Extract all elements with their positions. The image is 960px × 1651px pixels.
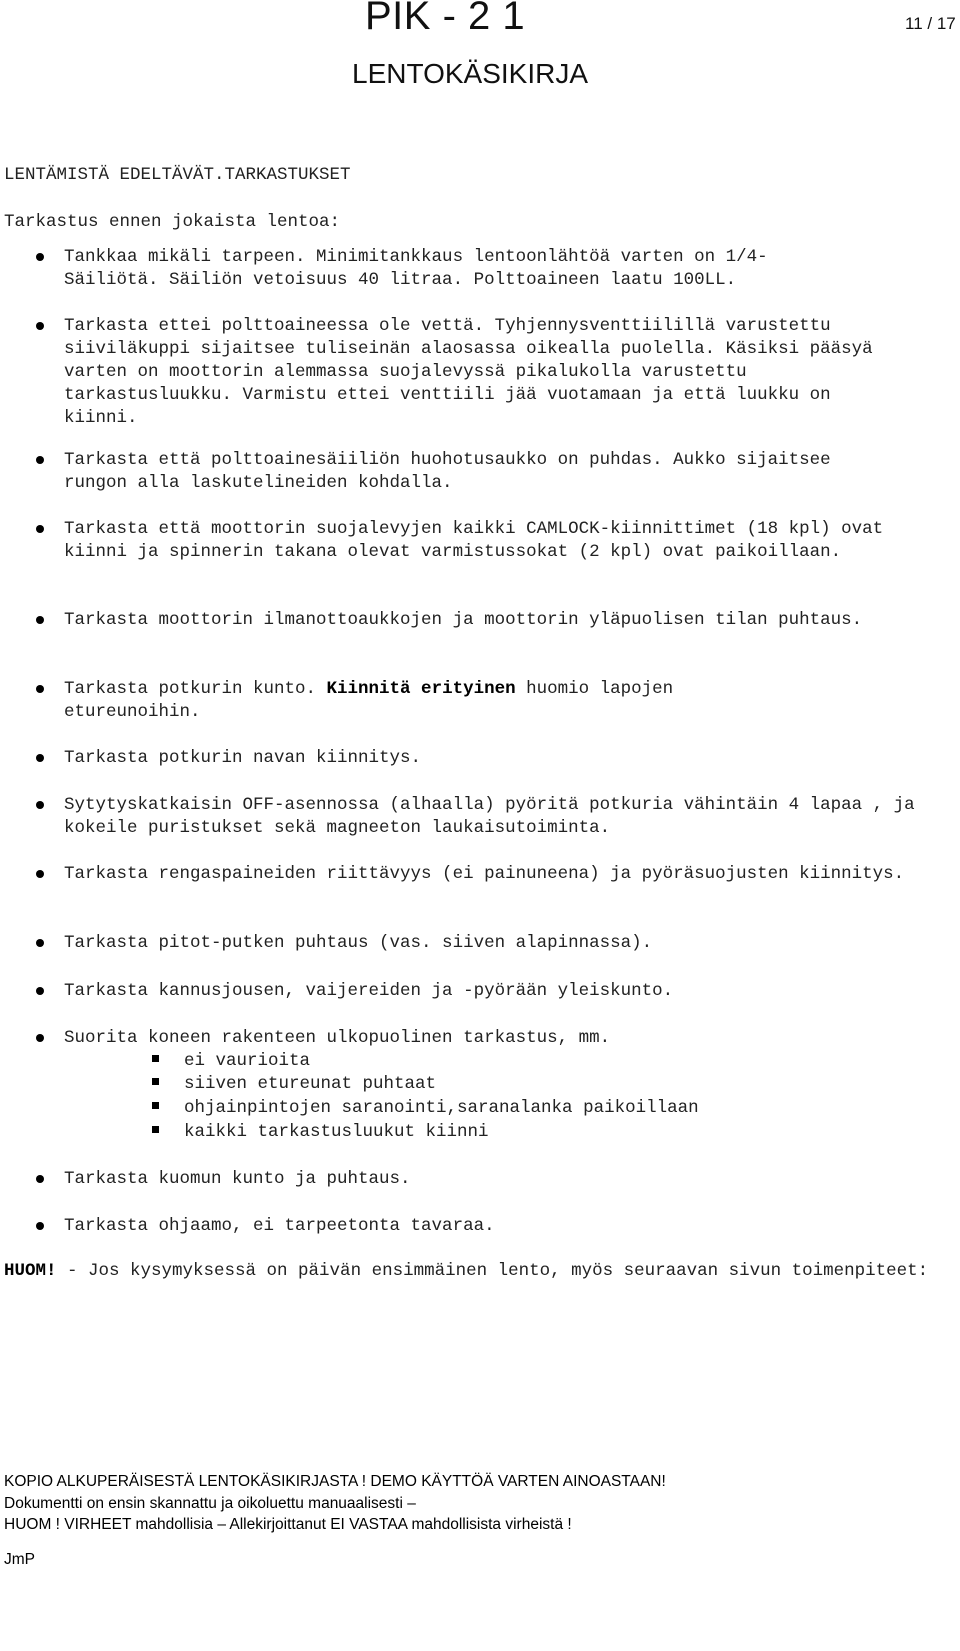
bullet-icon xyxy=(36,1222,44,1230)
checklist-item-text: Tarkasta kuomun kunto ja puhtaus. xyxy=(64,1169,411,1189)
structure-subitem-text: kaikki tarkastusluukut kiinni xyxy=(184,1122,489,1142)
checklist-item-text: Tarkasta potkurin navan kiinnitys. xyxy=(64,748,422,768)
bullet-icon xyxy=(36,322,44,330)
bullet-icon xyxy=(36,801,44,809)
bullet-icon xyxy=(36,987,44,995)
checklist-item xyxy=(0,1027,940,1050)
structure-subitem xyxy=(152,1097,699,1120)
bullet-icon xyxy=(36,939,44,947)
structure-subitem xyxy=(152,1073,436,1096)
checklist-item-text: Suorita koneen rakenteen ulkopuolinen tarkastus, mm. xyxy=(64,1028,611,1048)
checklist-item xyxy=(0,863,940,886)
structure-subitem xyxy=(152,1050,310,1073)
intro-line: Tarkastus ennen jokaista lentoa: xyxy=(4,212,341,232)
square-bullet-icon xyxy=(152,1078,159,1085)
bullet-icon xyxy=(36,1034,44,1042)
bullet-icon xyxy=(36,685,44,693)
checklist-item-text: Tarkasta ohjaamo, ei tarpeetonta tavaraa. xyxy=(64,1216,495,1236)
bullet-icon xyxy=(36,616,44,624)
checklist-item-text: Tarkasta ettei polttoaineessa ole vettä. Tyhjennysventtiilillä varustettu siiviläkuppi sijaitsee tuliseinän alaosassa oikealla puolella. Käsiksi pääsyä varten on moottorin alemmassa suojalevyssä pikalukolla varustettu tarkastusluukku. Varmistu ettei venttiili jää vuotamaan ja että luukku on kiinni. xyxy=(64,316,873,428)
bullet-icon xyxy=(36,525,44,533)
checklist-item-text xyxy=(64,678,814,724)
bullet-icon xyxy=(36,754,44,762)
manual-title: LENTOKÄSIKIRJA xyxy=(352,58,589,89)
bullet-icon xyxy=(36,456,44,464)
bullet-icon xyxy=(36,1175,44,1183)
checklist-item xyxy=(0,1215,940,1238)
checklist-item xyxy=(0,518,940,564)
footer-line-1: KOPIO ALKUPERÄISESTÄ LENTOKÄSIKIRJASTA ! DEMO KÄYTTÖÄ VARTEN AINOASTAAN! xyxy=(4,1473,666,1490)
structure-subitem-text: ei vaurioita xyxy=(184,1051,311,1071)
square-bullet-icon xyxy=(152,1126,159,1133)
footer-initials: JmP xyxy=(4,1551,35,1568)
note-text: - Jos kysymyksessä on päivän ensimmäinen lento, myös seuraavan sivun toimenpiteet: xyxy=(56,1261,929,1281)
checklist-item-text: Tarkasta rengaspaineiden riittävyys (ei painuneena) ja pyöräsuojusten kiinnitys. xyxy=(64,864,905,884)
checklist-item xyxy=(0,747,940,770)
square-bullet-icon xyxy=(152,1102,159,1109)
emphasis-text: Kiinnitä erityinen xyxy=(326,679,516,699)
checklist-item-text: Tarkasta kannusjousen, vaijereiden ja -pyörään yleiskunto. xyxy=(64,981,674,1001)
checklist-item xyxy=(0,794,940,840)
checklist-item xyxy=(0,980,940,1003)
note-paragraph xyxy=(4,1260,934,1283)
checklist-item-text: Tarkasta pitot-putken puhtaus (vas. siiven alapinnassa). xyxy=(64,933,653,953)
checklist-item xyxy=(0,1168,940,1191)
checklist-item-text: Tarkasta että polttoainesäiiliön huohotusaukko on puhdas. Aukko sijaitsee rungon alla laskutelineiden kohdalla. xyxy=(64,450,831,493)
square-bullet-icon xyxy=(152,1055,159,1062)
structure-subitem xyxy=(152,1121,489,1144)
structure-subitem-text: siiven etureunat puhtaat xyxy=(184,1074,437,1094)
text-run: huomio lapojen etureunoihin. xyxy=(64,679,674,722)
checklist-item-text: Sytytyskatkaisin OFF-asennossa (alhaalla) pyöritä potkuria vähintäin 4 lapaa , ja kokeile puristukset sekä magneeton laukaisutoiminta. xyxy=(64,795,915,838)
checklist-item xyxy=(0,932,940,955)
text-run: Tarkasta potkurin kunto. xyxy=(64,679,327,699)
bullet-icon xyxy=(36,870,44,878)
checklist-item-text: Tarkasta moottorin ilmanottoaukkojen ja moottorin yläpuolisen tilan puhtaus. xyxy=(64,610,863,630)
checklist-item xyxy=(0,246,940,292)
checklist-item-text: Tankkaa mikäli tarpeen. Minimitankkaus lentoonlähtöä varten on 1/4-Säiliötä. Säiliön vetoisuus 40 litraa. Polttoaineen laatu 100LL. xyxy=(64,247,768,290)
footer-line-2: Dokumentti on ensin skannattu ja oikoluettu manuaalisesti – xyxy=(4,1495,416,1512)
checklist-item-text: Tarkasta että moottorin suojalevyjen kaikki CAMLOCK-kiinnittimet (18 kpl) ovat kiinni ja spinnerin takana olevat varmistussokat (2 kpl) ovat paikoillaan. xyxy=(64,519,884,562)
footer-line-3: HUOM ! VIRHEET mahdollisia – Allekirjoittanut EI VASTAA mahdollisista virheistä ! xyxy=(4,1516,572,1533)
structure-subitem-text: ohjainpintojen saranointi,saranalanka paikoillaan xyxy=(184,1098,699,1118)
checklist-item xyxy=(0,449,940,495)
note-label: HUOM! xyxy=(4,1261,57,1281)
document-title: PIK - 2 1 xyxy=(365,0,526,38)
checklist-item xyxy=(0,315,940,430)
section-heading: LENTÄMISTÄ EDELTÄVÄT.TARKASTUKSET xyxy=(4,165,351,185)
bullet-icon xyxy=(36,253,44,261)
checklist-item xyxy=(0,678,940,724)
page-number: 11 / 17 xyxy=(905,14,956,33)
checklist-item xyxy=(0,609,940,632)
